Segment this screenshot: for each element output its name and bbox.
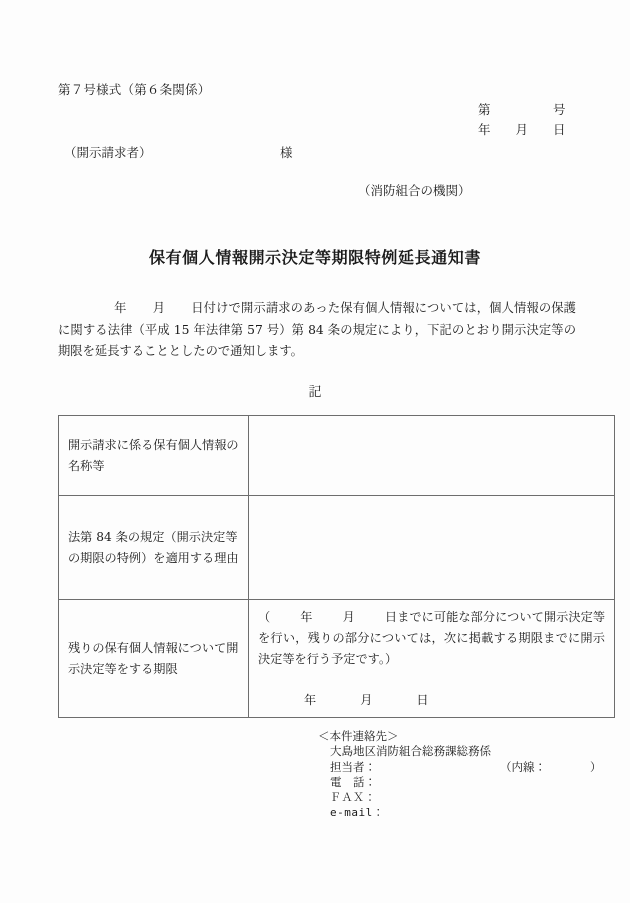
- deadline-month: 月: [360, 693, 373, 707]
- note-paren-open: （: [258, 610, 271, 624]
- note-month: 月: [342, 610, 355, 624]
- contact-person-label: 担当者：: [330, 759, 376, 774]
- issuer-label: （消防組合の機関）: [358, 183, 471, 198]
- note-year: 年: [300, 610, 313, 624]
- row-label-remaining-deadline: 残りの保有個人情報について開示決定等をする期限: [59, 600, 249, 718]
- contact-extension: [500, 760, 602, 775]
- table-row: [59, 496, 615, 600]
- deadline-day: 日: [416, 693, 429, 707]
- addressee-label: （開示請求者）: [64, 145, 152, 160]
- deadline-year: 年: [304, 693, 317, 707]
- contact-person-row: [330, 759, 602, 775]
- body-paragraph: [58, 298, 576, 363]
- body-date-year: 年: [114, 301, 127, 315]
- row-value-article84-reason[interactable]: [249, 496, 615, 600]
- row-label-disclosure-request-name: 開示請求に係る保有個人情報の名称等: [59, 416, 249, 496]
- form-number: 第７号様式（第６条関係）: [58, 82, 211, 97]
- contact-extension-label: （内線：: [500, 759, 546, 774]
- page-title: 保有個人情報開示決定等期限特例延長通知書: [148, 248, 481, 267]
- body-text: 日付けで開示請求のあった保有個人情報については，個人情報の保護に関する法律（平成 15 年法律第 57 号）第 84 条の規定により，下記のとおり開示決定等の期限を延長することとしたので通知します。: [58, 301, 576, 358]
- table-row: [59, 416, 615, 496]
- contact-heading: ＜本件連絡先＞: [318, 729, 399, 743]
- row-value-remaining-deadline[interactable]: [249, 600, 615, 718]
- notification-table: [58, 415, 615, 718]
- contact-block: [316, 729, 602, 821]
- addressee-honorific: 様: [280, 145, 293, 160]
- contact-email-row: e-mail：: [330, 806, 385, 820]
- row-label-article84-reason: 法第 84 条の規定（開示決定等の期限の特例）を適用する理由: [59, 496, 249, 600]
- document-number-field: 第 号: [478, 102, 566, 117]
- body-date-month: 月: [152, 301, 166, 315]
- contact-organization: 大島地区消防組合総務課総務係: [330, 744, 491, 759]
- contact-tel-row: 電 話：: [330, 774, 376, 789]
- remaining-deadline-date: [258, 690, 605, 711]
- ki-marker: 記: [308, 385, 322, 400]
- table-row: [59, 600, 615, 718]
- contact-fax-row: ＦＡＸ：: [330, 791, 376, 805]
- row-value-disclosure-request-name[interactable]: [249, 416, 615, 496]
- contact-extension-close: ）: [590, 759, 602, 774]
- remaining-deadline-note: [258, 606, 605, 670]
- note-rest: 日までに可能な部分について開示決定等を行い，残りの部分については，次に掲載する期限までに開示決定等を行う予定です。）: [258, 610, 606, 666]
- document-date-field: 年 月 日: [478, 122, 566, 137]
